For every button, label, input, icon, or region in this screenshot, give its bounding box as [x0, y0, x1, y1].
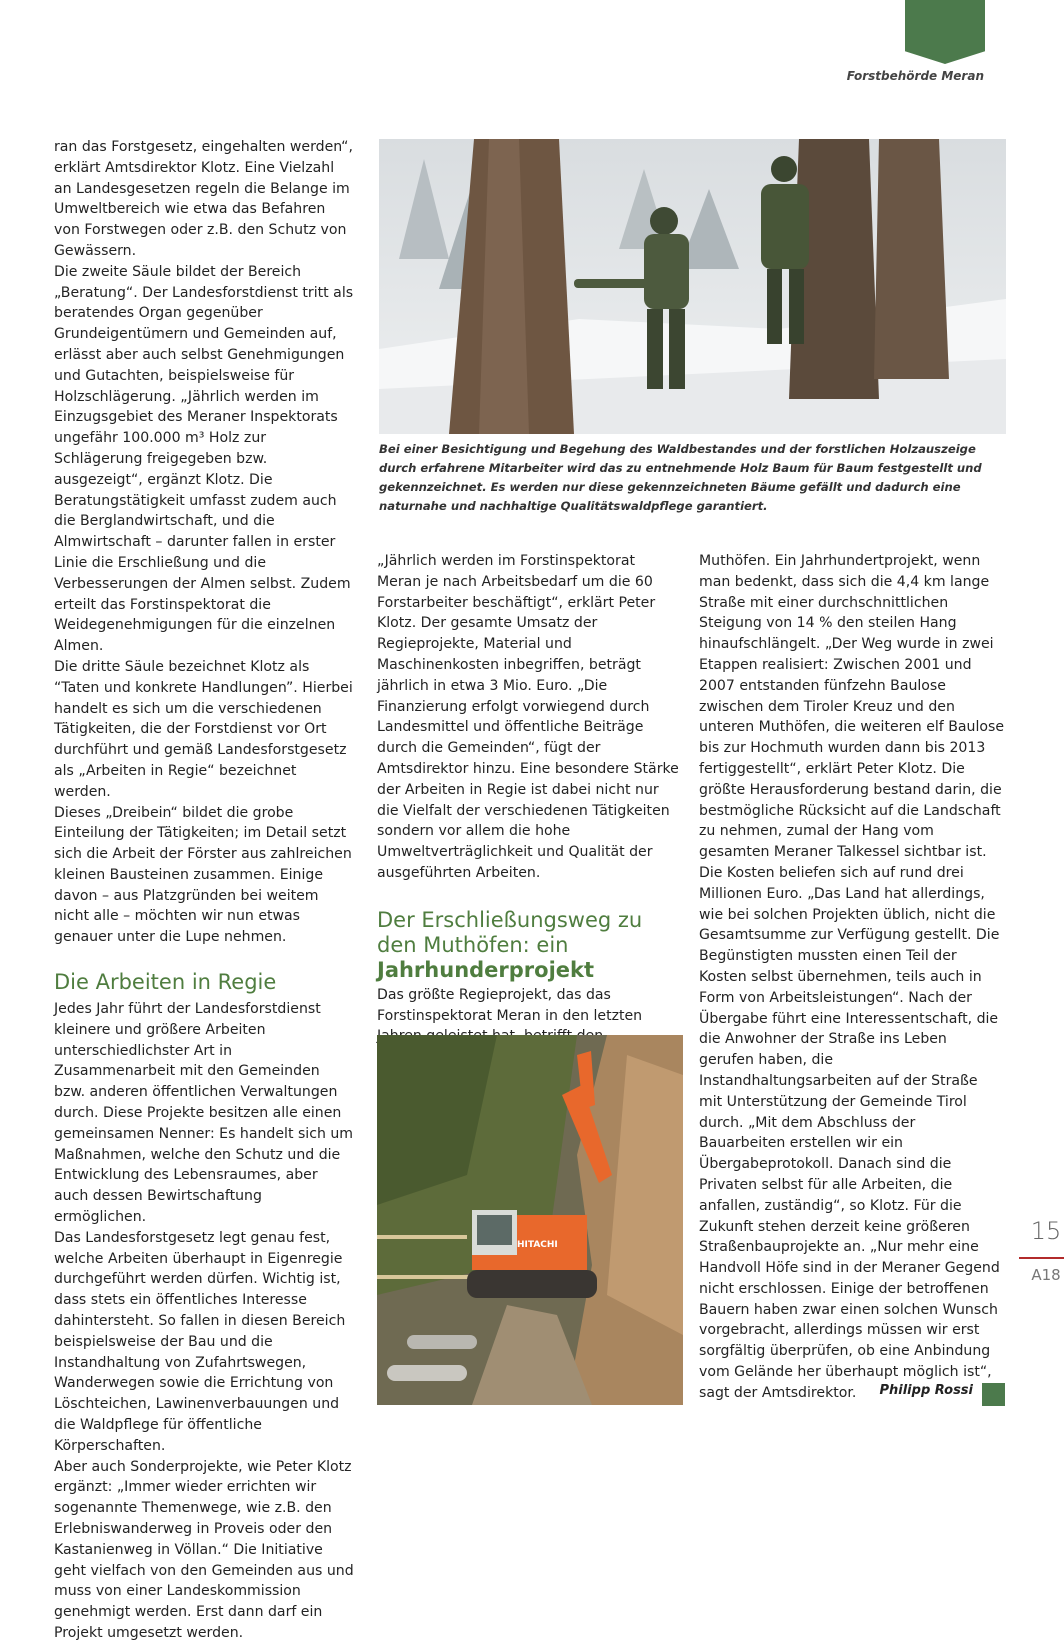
heading-normal: Der Erschließungsweg zu den Muthöfen: ein: [377, 907, 643, 957]
page-divider: [1019, 1257, 1064, 1259]
page-number: 15: [1030, 1217, 1062, 1245]
paragraph: Das Landesforstgesetz legt genau fest, welche Arbeiten überhaupt in Eigenregie durchgeführt werden dürfen. Wichtig ist, dass stets ein öffentliches Interesse dahintersteht. So fallen in diesen Bereich beispielsweise der Bau und die Instandhaltung von Zufahrtswegen, Wanderwegen sowie die Errichtung von Löschteichen, Lawinenverbauungen und die Waldpflege für öffentliche Körperschaften.: [54, 1229, 346, 1454]
author-name: Philipp Rossi: [879, 1383, 973, 1398]
section-title: Forstbehörde Meran: [846, 69, 984, 83]
forest-illustration: [379, 139, 1006, 434]
author-marker: [982, 1383, 1005, 1406]
paragraph: Muthöfen. Ein Jahrhundertprojekt, wenn man bedenkt, dass sich die 4,4 km lange Straße mit einer durchschnittlichen Steigung von 14 % den steilen Hang hinaufschlängelt. „Der Weg wurde in zwei Etappen realisiert: Zwischen 2001 und 2007 entstanden fünfzehn Baulose zwischen dem Tiroler Kreuz und den unteren Muthöfen, die weiteren elf Baulose bis zur Hochmuth wurden dann bis 2013 fertiggestellt“, erklärt Peter Klotz. Die größte Herausforderung bestand darin, die bestmögliche Rücksicht auf die Landschaft zu nehmen, zumal der Hang vom gesamten Meraner Talkessel sichtbar ist. Die Kosten beliefen sich auf rund drei Millionen Euro. „Das Land hat allerdings, wie bei solchen Projekten üblich, nicht die Gesamtsumme zur Verfügung gestellt. Die Begünstigten mussten einen Teil der Kosten selbst übernehmen, teils auch in Form von Arbeitsleistungen“. Nach der Übergabe führt eine Interessentschaft, die die Anwohner der Straße ins Leben gerufen haben, die Instandhaltungsarbeiten auf der Straße mit Unterstützung der Gemeinde Tirol durch. „Mit dem Abschluss der Bauarbeiten erstellen wir ein Übergabeprotokoll. Danach sind die Privaten selbst für alle Arbeiten, die anfallen, zuständig“, so Klotz. Für die Zukunft stehen derzeit keine größeren Straßenbauprojekte an. „Nur mehr eine Handvoll Höfe sind in der Meraner Gegend nicht erschlossen. Einige der betroffenen Bauern haben zwar einen solchen Wunsch vorgebracht, allerdings müssen wir erst sorgfältig überprüfen, ob eine Anbindung vom Gelände her überhaupt möglich ist“, sagt der Amtsdirektor.: [699, 553, 1005, 1401]
paragraph: ran das Forstgesetz, eingehalten werden“, erklärt Amtsdirektor Klotz. Eine Vielzahl an Landesgesetzen regeln die Belange im Umweltbereich wie etwa das Befahren von Forstwegen oder z.B. den Schutz von Gewässern.: [54, 139, 353, 259]
column-2: [377, 551, 683, 1068]
paragraph: Die dritte Säule bezeichnet Klotz als “Taten und konkrete Handlungen”. Hierbei handelt es sich um die verschiedenen Tätigkeiten, die der Forstdienst vor Ort durchführt und gemäß Landesforstgesetz als „Arbeiten in Regie“ bezeichnet werden.: [54, 658, 353, 800]
heading-bold: Jahrhunderprojekt: [377, 957, 595, 982]
paragraph: Dieses „Dreibein“ bildet die grobe Einteilung der Tätigkeiten; im Detail setzt sich die Arbeit der Förster aus zahlreichen kleinen Bausteinen zusammen. Einige davon – aus Platzgründen bei weitem nicht alle – möchten wir nun etwas genauer unter die Lupe nehmen.: [54, 804, 352, 946]
column-1: [54, 137, 354, 1644]
header-tab: [905, 0, 985, 64]
section-heading: [377, 908, 683, 983]
paragraph: Aber auch Sonderprojekte, wie Peter Klotz ergänzt: „Immer wieder errichten wir sogenannte Themenwege, wie z.B. den Erlebniswanderweg in Proveis oder den Kastanienweg in Völlan.“ Die Initiative geht vielfach von den Gemeinden aus und muss von einer Landeskommission genehmigt werden. Erst dann darf ein Projekt umgesetzt werden.: [54, 1458, 354, 1641]
paragraph: Die zweite Säule bildet der Bereich „Beratung“. Der Landesforstdienst tritt als beratendes Organ gegenüber Grundeigentümern und Gemeinden auf, erlässt aber auch selbst Genehmigungen und Gutachten, beispielsweise für Holzschlägerung. „Jährlich werden im Einzugsgebiet des Meraner Inspektorats ungefähr 100.000 m³ Holz zur Schlägerung freigegeben bzw. ausgezeigt“, ergänzt Klotz. Die Beratungstätigkeit umfasst zudem auch die Berglandwirtschaft, und die Almwirtschaft – darunter fallen in erster Linie die Erschließung und die Verbesserungen der Almen selbst. Zudem erteilt das Forstinspektorat die Weidegenehmigungen für die einzelnen Almen.: [54, 263, 354, 655]
paragraph: Jedes Jahr führt der Landesforstdienst kleinere und größere Arbeiten unterschiedlichster Art in Zusammenarbeit mit den Gemeinden bzw. anderen öffentlichen Verwaltungen durch. Diese Projekte besitzen alle einen gemeinsamen Nenner: Es handelt sich um Maßnahmen, welche den Schutz und die Entwicklung des Lebensraumes, aber auch dessen Bewirtschaftung ermöglichen.: [54, 1001, 354, 1226]
page-code: A18: [1031, 1266, 1061, 1284]
machine-label: HITACHI: [517, 1240, 558, 1250]
forest-photo: [379, 139, 1006, 434]
section-heading: Die Arbeiten in Regie: [54, 970, 277, 995]
paragraph: Das größte Regieprojekt, das das Forstinspektorat Meran in den letzten: [377, 986, 643, 1024]
excavator-illustration: [377, 1035, 683, 1405]
photo-caption: Bei einer Besichtigung und Begehung des Waldbestandes und der forstlichen Holzauszeige durch erfahrene Mitarbeiter wird das zu entnehmende Holz Baum für Baum festgestellt und gekennzeichnet. Es werden nur diese gekennzeichneten Bäume gefällt und dadurch eine naturnahe und nachhaltige Qualitätswaldpflege garantiert.: [379, 442, 982, 513]
excavator-photo: [377, 1035, 683, 1405]
paragraph: „Jährlich werden im Forstinspektorat Meran je nach Arbeitsbedarf um die 60 Forstarbeiter beschäftigt“, erklärt Peter Klotz. Der gesamte Umsatz der Regieprojekte, Material und Maschinenkosten inbegriffen, beträgt jährlich in etwa 3 Mio. Euro. „Die Finanzierung erfolgt vorwiegend durch Landesmittel und öffentliche Beiträge durch die Gemeinden“, fügt der Amtsdirektor hinzu. Eine besondere Stärke der Arbeiten in Regie ist dabei nicht nur die Vielfalt der verschiedenen Tätigkeiten sondern vor allem die hohe Umweltverträglichkeit und Qualität der ausgeführten Arbeiten.: [377, 553, 679, 881]
column-3: [699, 551, 1005, 1404]
